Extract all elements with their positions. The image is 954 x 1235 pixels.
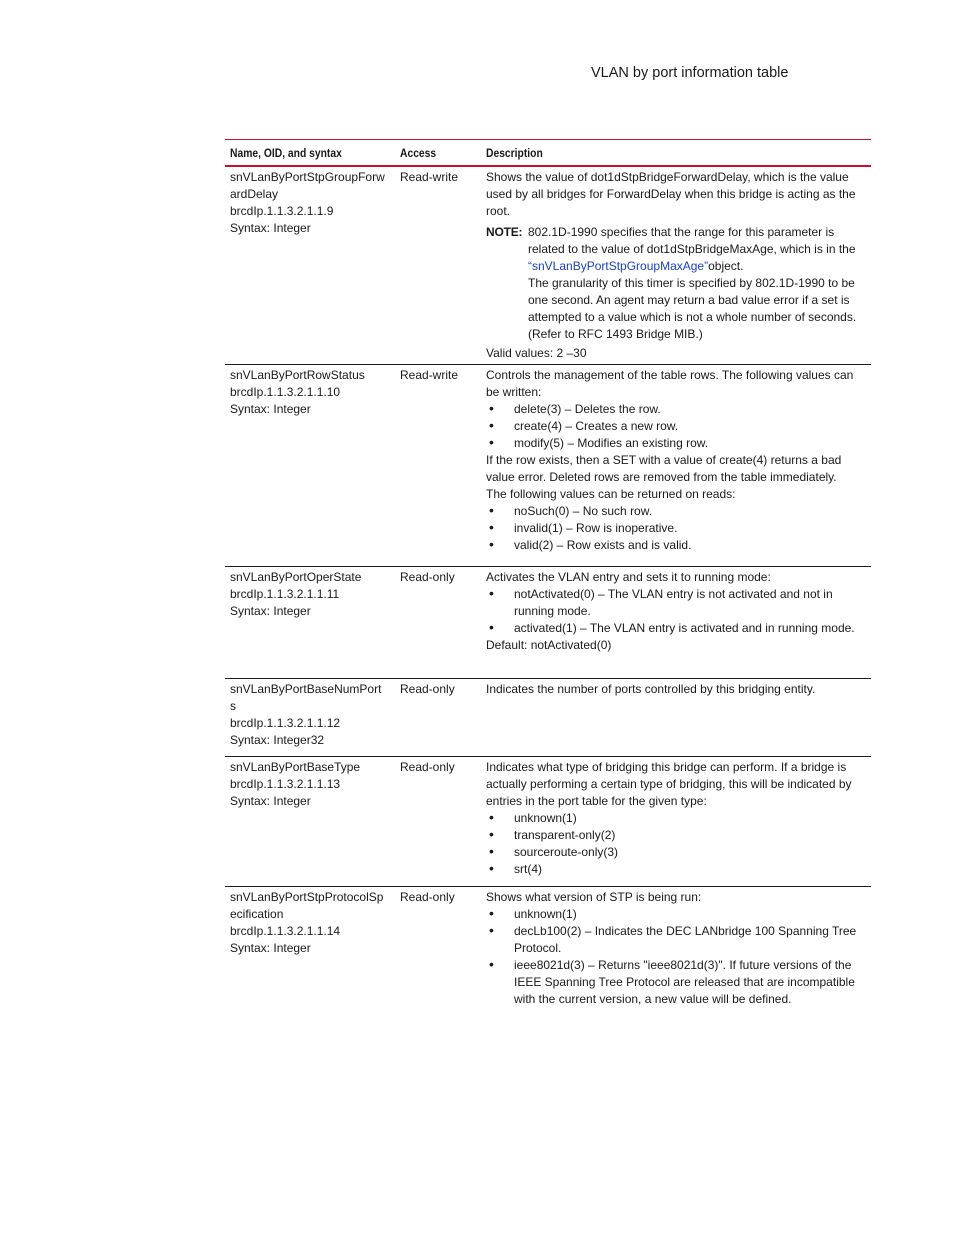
list-item: • decLb100(2) – Indicates the DEC LANbridge 100 Spanning Tree Protocol.	[486, 923, 865, 957]
list-item: • transparent-only(2)	[486, 827, 865, 844]
object-syntax: Syntax: Integer	[230, 604, 311, 618]
bullet-list	[486, 401, 865, 452]
access-cell: Read-only	[400, 760, 455, 774]
list-item: • srt(4)	[486, 861, 865, 878]
object-syntax: Syntax: Integer	[230, 794, 311, 808]
object-name: snVLanByPortOperState	[230, 570, 362, 584]
bullet-list	[486, 906, 865, 1008]
description-cell	[481, 569, 871, 678]
bullet-list	[486, 586, 865, 637]
valid-values-text: Valid values: 2 –30	[486, 346, 587, 360]
object-name: snVLanByPortStpGroupForw ardDelay	[230, 170, 385, 201]
access-cell: Read-only	[400, 570, 455, 584]
table-row	[225, 567, 871, 679]
description-text: Controls the management of the table rows. The following values can be written:	[486, 368, 854, 399]
name-cell	[225, 681, 395, 756]
table-header-row	[225, 139, 871, 167]
table-row	[225, 167, 871, 365]
description-text: Activates the VLAN entry and sets it to running mode:	[486, 570, 771, 584]
table-row	[225, 679, 871, 757]
description-text: The following values can be returned on reads:	[486, 487, 736, 501]
default-value-text: Default: notActivated(0)	[486, 638, 612, 652]
cross-reference-link[interactable]: “snVLanByPortStpGroupMaxAge”	[528, 259, 709, 273]
list-item: • notActivated(0) – The VLAN entry is not activated and not in running mode.	[486, 586, 865, 620]
column-header-description: Description	[486, 145, 543, 160]
object-name: snVLanByPortBaseNumPort s	[230, 682, 382, 713]
access-cell: Read-only	[400, 682, 455, 696]
object-oid: brcdIp.1.1.3.2.1.1.13	[230, 777, 341, 791]
note-block	[486, 224, 865, 343]
column-header-name: Name, OID, and syntax	[230, 145, 342, 160]
object-oid: brcdIp.1.1.3.2.1.1.12	[230, 716, 341, 730]
bullet-list	[486, 810, 865, 878]
description-cell	[481, 681, 871, 756]
object-oid: brcdIp.1.1.3.2.1.1.14	[230, 924, 341, 938]
running-header-title: VLAN by port information table	[591, 65, 789, 81]
name-cell	[225, 367, 395, 566]
object-syntax: Syntax: Integer	[230, 941, 311, 955]
note-text: 802.1D-1990 specifies that the range for this parameter is related to the value of dot1dStpBridgeMaxAge, which is in the “snVLanByPortStpGroupMaxAge”object.	[528, 225, 856, 273]
mib-object-table	[225, 139, 871, 1037]
access-cell: Read-only	[400, 890, 455, 904]
object-name: snVLanByPortStpProtocolSp ecification	[230, 890, 384, 921]
object-name: snVLanByPortRowStatus	[230, 368, 365, 382]
description-text: Shows the value of dot1dStpBridgeForwardDelay, which is the value used by all bridges for ForwardDelay when this bridge is acting as the root.	[486, 170, 856, 218]
name-cell	[225, 759, 395, 886]
object-oid: brcdIp.1.1.3.2.1.1.10	[230, 385, 341, 399]
list-item: • valid(2) – Row exists and is valid.	[486, 537, 865, 554]
list-item: • invalid(1) – Row is inoperative.	[486, 520, 865, 537]
name-cell	[225, 889, 395, 1037]
description-cell	[481, 367, 871, 566]
object-oid: brcdIp.1.1.3.2.1.1.9	[230, 204, 334, 218]
list-item: • unknown(1)	[486, 810, 865, 827]
table-row	[225, 365, 871, 567]
note-label: NOTE:	[486, 225, 523, 239]
table-row	[225, 757, 871, 887]
object-syntax: Syntax: Integer	[230, 221, 311, 235]
name-cell	[225, 569, 395, 678]
list-item: • delete(3) – Deletes the row.	[486, 401, 865, 418]
access-cell: Read-write	[400, 368, 459, 382]
object-name: snVLanByPortBaseType	[230, 760, 361, 774]
list-item: • unknown(1)	[486, 906, 865, 923]
description-cell	[481, 169, 871, 364]
list-item: • noSuch(0) – No such row.	[486, 503, 865, 520]
list-item: • modify(5) – Modifies an existing row.	[486, 435, 865, 452]
table-row	[225, 887, 871, 1037]
note-text: The granularity of this timer is specified by 802.1D-1990 to be one second. An agent may return a bad value error if a set is attempted to a value which is not a whole number of seconds. (Refer to RFC 1493 Bridge MIB.)	[528, 276, 857, 341]
object-syntax: Syntax: Integer	[230, 402, 311, 416]
object-oid: brcdIp.1.1.3.2.1.1.11	[230, 587, 340, 601]
description-text: If the row exists, then a SET with a value of create(4) returns a bad value error. Deleted rows are removed from the table immediately.	[486, 453, 842, 484]
access-cell: Read-write	[400, 170, 459, 184]
object-syntax: Syntax: Integer32	[230, 733, 325, 747]
description-text: Indicates the number of ports controlled by this bridging entity.	[486, 682, 816, 696]
list-item: • sourceroute-only(3)	[486, 844, 865, 861]
description-cell	[481, 889, 871, 1037]
bullet-list	[486, 503, 865, 554]
list-item: • ieee8021d(3) – Returns "ieee8021d(3)". If future versions of the IEEE Spanning Tree Protocol are released that are incompatible with the current version, a new value will be defined.	[486, 957, 865, 1008]
column-header-access: Access	[400, 145, 437, 160]
list-item: • create(4) – Creates a new row.	[486, 418, 865, 435]
description-cell	[481, 759, 871, 886]
name-cell	[225, 169, 395, 364]
list-item: • activated(1) – The VLAN entry is activated and in running mode.	[486, 620, 865, 637]
description-text: Shows what version of STP is being run:	[486, 890, 702, 904]
description-text: Indicates what type of bridging this bridge can perform. If a bridge is actually performing a certain type of bridging, this will be indicated by entries in the port table for the given type:	[486, 760, 852, 808]
